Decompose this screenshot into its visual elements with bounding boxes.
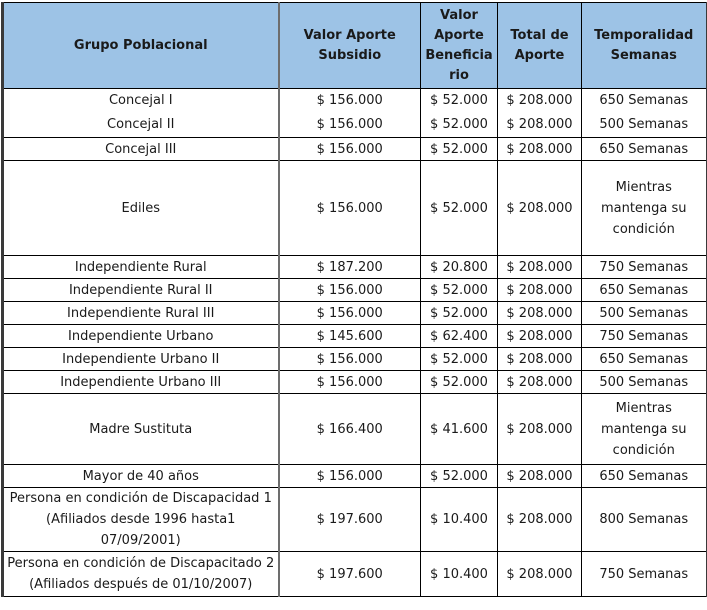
cell-beneficiario: $ 52.000 [421, 279, 498, 302]
cell-subsidio-concejal-i: $ 156.000 [316, 93, 383, 108]
cell-total: $ 208.000 [498, 488, 582, 552]
table-row [3, 371, 707, 394]
cell-subsidio: $ 156.000 [279, 371, 421, 394]
cell-temporalidad: 650 Semanas [582, 138, 707, 161]
table-row [3, 552, 707, 597]
cell-beneficiario: $ 52.000 [421, 161, 498, 256]
table-row-concejal-i-ii [3, 89, 707, 138]
cell-beneficiario: $ 52.000 [421, 371, 498, 394]
cell-beneficiario-concejal-i: $ 52.000 [430, 93, 488, 108]
cell-total-concejal-i: $ 208.000 [506, 93, 573, 108]
table-row [3, 279, 707, 302]
cell-grupo-concejal-i: Concejal I [108, 93, 173, 108]
cell-temporalidad: 750 Semanas [582, 552, 707, 597]
table-row [3, 256, 707, 279]
cell-subsidio: $ 197.600 [279, 488, 421, 552]
cell-temporalidad: 500 Semanas [582, 371, 707, 394]
cell-total: $ 208.000 [498, 138, 582, 161]
cell-beneficiario: $ 10.400 [421, 552, 498, 597]
cell-beneficiario: $ 62.400 [421, 325, 498, 348]
cell-temporalidad: 750 Semanas [582, 256, 707, 279]
cell-subsidio: $ 156.000 [279, 161, 421, 256]
cell-temporalidad: 650 Semanas [582, 348, 707, 371]
cell-temporalidad: 750 Semanas [582, 325, 707, 348]
table-row [3, 138, 707, 161]
cell-temporalidad: Mientras mantenga su condición [582, 394, 707, 465]
cell-total: $ 208.000 [498, 161, 582, 256]
cell-subsidio-concejal-ii: $ 156.000 [316, 117, 383, 132]
cell-beneficiario: $ 41.600 [421, 394, 498, 465]
cell-grupo: Ediles [3, 161, 279, 256]
cell-grupo [3, 89, 279, 138]
cell-temporalidad: 800 Semanas [582, 488, 707, 552]
cell-temporalidad-concejal-i: 650 Semanas [599, 93, 689, 108]
cell-total-concejal-ii: $ 208.000 [506, 117, 573, 132]
cell-subsidio: $ 156.000 [279, 302, 421, 325]
cell-total: $ 208.000 [498, 325, 582, 348]
aportes-table [1, 2, 707, 597]
cell-total: $ 208.000 [498, 256, 582, 279]
header-grupo-poblacional: Grupo Poblacional [3, 3, 279, 89]
cell-subsidio: $ 156.000 [279, 138, 421, 161]
table-row [3, 302, 707, 325]
cell-subsidio: $ 187.200 [279, 256, 421, 279]
cell-temporalidad: 650 Semanas [582, 465, 707, 488]
cell-beneficiario: $ 52.000 [421, 465, 498, 488]
cell-beneficiario-concejal-ii: $ 52.000 [430, 117, 488, 132]
cell-grupo: Mayor de 40 años [3, 465, 279, 488]
cell-temporalidad: 650 Semanas [582, 279, 707, 302]
cell-total: $ 208.000 [498, 552, 582, 597]
table-row [3, 465, 707, 488]
cell-beneficiario [421, 89, 498, 138]
cell-temporalidad: 500 Semanas [582, 302, 707, 325]
cell-beneficiario: $ 52.000 [421, 138, 498, 161]
header-row [3, 3, 707, 89]
header-valor-aporte-subsidio: Valor Aporte Subsidio [279, 3, 421, 89]
cell-total: $ 208.000 [498, 394, 582, 465]
cell-grupo: Madre Sustituta [3, 394, 279, 465]
cell-grupo: Independiente Urbano III [3, 371, 279, 394]
cell-subsidio [279, 89, 421, 138]
cell-grupo: Persona en condición de Discapacitado 2 (Afiliados después de 01/10/2007) [3, 552, 279, 597]
table-row [3, 394, 707, 465]
cell-grupo: Independiente Rural II [3, 279, 279, 302]
cell-subsidio: $ 156.000 [279, 465, 421, 488]
cell-total: $ 208.000 [498, 348, 582, 371]
table-row [3, 161, 707, 256]
cell-temporalidad [582, 89, 707, 138]
table-row [3, 488, 707, 552]
cell-grupo: Independiente Urbano II [3, 348, 279, 371]
cell-grupo-concejal-ii: Concejal II [107, 117, 175, 132]
cell-subsidio: $ 145.600 [279, 325, 421, 348]
cell-grupo: Independiente Rural III [3, 302, 279, 325]
cell-subsidio: $ 156.000 [279, 348, 421, 371]
cell-subsidio: $ 197.600 [279, 552, 421, 597]
cell-grupo: Concejal III [3, 138, 279, 161]
cell-temporalidad-concejal-ii: 500 Semanas [599, 117, 689, 132]
cell-total: $ 208.000 [498, 302, 582, 325]
header-total-aporte: Total de Aporte [498, 3, 582, 89]
cell-temporalidad: Mientras mantenga su condición [582, 161, 707, 256]
cell-beneficiario: $ 20.800 [421, 256, 498, 279]
cell-grupo: Independiente Rural [3, 256, 279, 279]
cell-subsidio: $ 156.000 [279, 279, 421, 302]
cell-subsidio: $ 166.400 [279, 394, 421, 465]
cell-total [498, 89, 582, 138]
table-row [3, 325, 707, 348]
cell-beneficiario: $ 52.000 [421, 348, 498, 371]
cell-total: $ 208.000 [498, 465, 582, 488]
cell-total: $ 208.000 [498, 371, 582, 394]
cell-grupo: Persona en condición de Discapacidad 1 (Afiliados desde 1996 hasta1 07/09/2001) [3, 488, 279, 552]
cell-beneficiario: $ 10.400 [421, 488, 498, 552]
header-valor-aporte-beneficiario: Valor Aporte Beneficia rio [421, 3, 498, 89]
cell-grupo: Independiente Urbano [3, 325, 279, 348]
table-row [3, 348, 707, 371]
header-temporalidad-semanas: Temporalidad Semanas [582, 3, 707, 89]
cell-beneficiario: $ 52.000 [421, 302, 498, 325]
cell-total: $ 208.000 [498, 279, 582, 302]
